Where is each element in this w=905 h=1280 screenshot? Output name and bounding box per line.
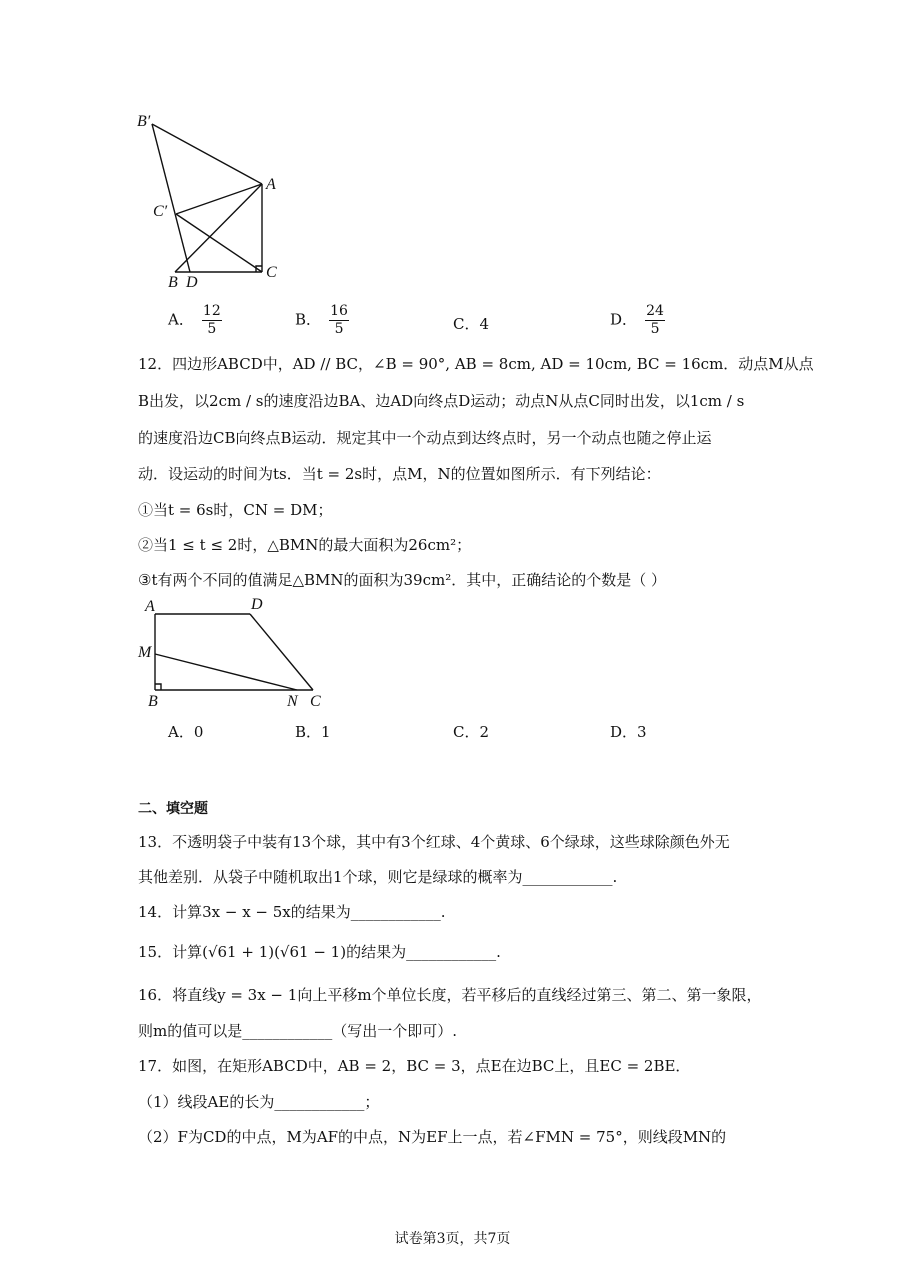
q12-conclusion-2: ②当1 ≤ t ≤ 2时，△BMN的最大面积为26cm²； — [138, 536, 472, 554]
fig2-label-n: N — [287, 693, 298, 710]
fig1-label-b: B — [168, 274, 178, 291]
q11-option-a-denominator: 5 — [207, 321, 217, 337]
q12-option-c[interactable]: C．2 — [453, 723, 490, 741]
section-2-title: 二、填空题 — [138, 801, 208, 817]
q11-option-c-value: 4 — [479, 315, 490, 333]
q16-line-2: 则m的值可以是____________（写出一个即可）. — [138, 1022, 457, 1040]
q12-line-3: 的速度沿边CB向终点B运动．规定其中一个动点到达终点时，另一个动点也随之停止运 — [138, 429, 712, 447]
fig1-label-c: C — [266, 264, 277, 281]
q11-option-d-denominator: 5 — [650, 321, 660, 337]
q11-option-a-fraction — [202, 303, 222, 338]
fig2-segment-m-n — [155, 654, 297, 690]
q12-conclusion-1: ①当t = 6s时，CN = DM； — [138, 501, 333, 519]
fig1-label-b-prime: B′ — [137, 113, 151, 130]
q11-option-d-fraction — [645, 303, 665, 338]
q11-option-b-fraction — [329, 303, 349, 338]
q11-option-d[interactable] — [610, 303, 665, 338]
q17-sub-2: （2）F为CD的中点，M为AF的中点，N为EF上一点，若∠FMN = 75°，则线段MN的 — [138, 1128, 727, 1146]
fig1-segment-b-a — [175, 184, 262, 272]
fig2-label-b: B — [148, 693, 158, 710]
q11-option-c[interactable] — [453, 314, 489, 334]
q12-option-a[interactable]: A．0 — [168, 723, 204, 741]
q12-line-4: 动．设运动的时间为ts．当t = 2s时，点M，N的位置如图所示．有下列结论： — [138, 465, 661, 483]
q13-line-2: 其他差别．从袋子中随机取出1个球，则它是绿球的概率为____________. — [138, 868, 618, 886]
q11-option-b-numerator: 16 — [330, 303, 348, 319]
fig2-label-m: M — [138, 644, 152, 661]
fig2-label-d: D — [251, 596, 263, 613]
q12-option-d[interactable]: D．3 — [610, 723, 647, 741]
q17-sub-1: （1）线段AE的长为____________； — [138, 1093, 380, 1111]
fig2-label-a: A — [145, 598, 155, 615]
q14-text: 14．计算3x − x − 5x的结果为____________. — [138, 903, 446, 921]
fig1-segment-bprime-d — [152, 124, 190, 272]
q11-option-a-numerator: 12 — [202, 303, 221, 319]
fig1-label-a: A — [266, 176, 276, 193]
q17-line-1: 17．如图，在矩形ABCD中，AB = 2，BC = 3，点E在边BC上，且EC = 2BE． — [138, 1057, 691, 1075]
q12-conclusion-3: ③t有两个不同的值满足△BMN的面积为39cm²．其中，正确结论的个数是（ ） — [138, 571, 667, 589]
figure-2-diagram — [135, 598, 335, 708]
fig1-segment-cprime-c — [176, 214, 262, 272]
fig2-segment-d-c — [250, 614, 313, 690]
fig1-segment-cprime-a — [176, 184, 262, 214]
q11-option-c-letter: C． — [453, 315, 480, 333]
page-footer: 试卷第3页，共7页 — [394, 1231, 511, 1247]
q11-option-b[interactable] — [295, 303, 349, 338]
fig1-label-c-prime: C′ — [153, 203, 168, 220]
fig1-segment-bprime-a — [152, 124, 262, 184]
q12-line-2: B出发，以2cm / s的速度沿边BA、边AD向终点D运动；动点N从点C同时出发，以1cm / s — [138, 392, 745, 410]
q12-option-b[interactable]: B．1 — [295, 723, 331, 741]
q11-option-d-numerator: 24 — [646, 303, 664, 319]
q11-option-a[interactable] — [168, 303, 222, 338]
fig2-right-angle-mark — [155, 684, 161, 690]
q16-line-1: 16．将直线y = 3x − 1向上平移m个单位长度，若平移后的直线经过第三、第二、第一象限， — [138, 986, 762, 1004]
fig1-label-d: D — [186, 274, 198, 291]
q11-option-d-letter: D． — [610, 310, 638, 329]
q11-option-b-letter: B． — [295, 310, 322, 329]
q13-line-1: 13．不透明袋子中装有13个球，其中有3个红球、4个黄球、6个绿球，这些球除颜色外无 — [138, 833, 730, 851]
q11-option-b-denominator: 5 — [334, 321, 344, 337]
q12-line-1: 12．四边形ABCD中，AD // BC，∠B = 90°, AB = 8cm, AD = 10cm, BC = 16cm．动点M从点 — [138, 355, 814, 373]
q11-option-a-letter: A． — [168, 310, 194, 329]
fig2-label-c: C — [310, 693, 321, 710]
q15-text: 15．计算(√61 + 1)(√61 − 1)的结果为____________. — [138, 943, 501, 961]
